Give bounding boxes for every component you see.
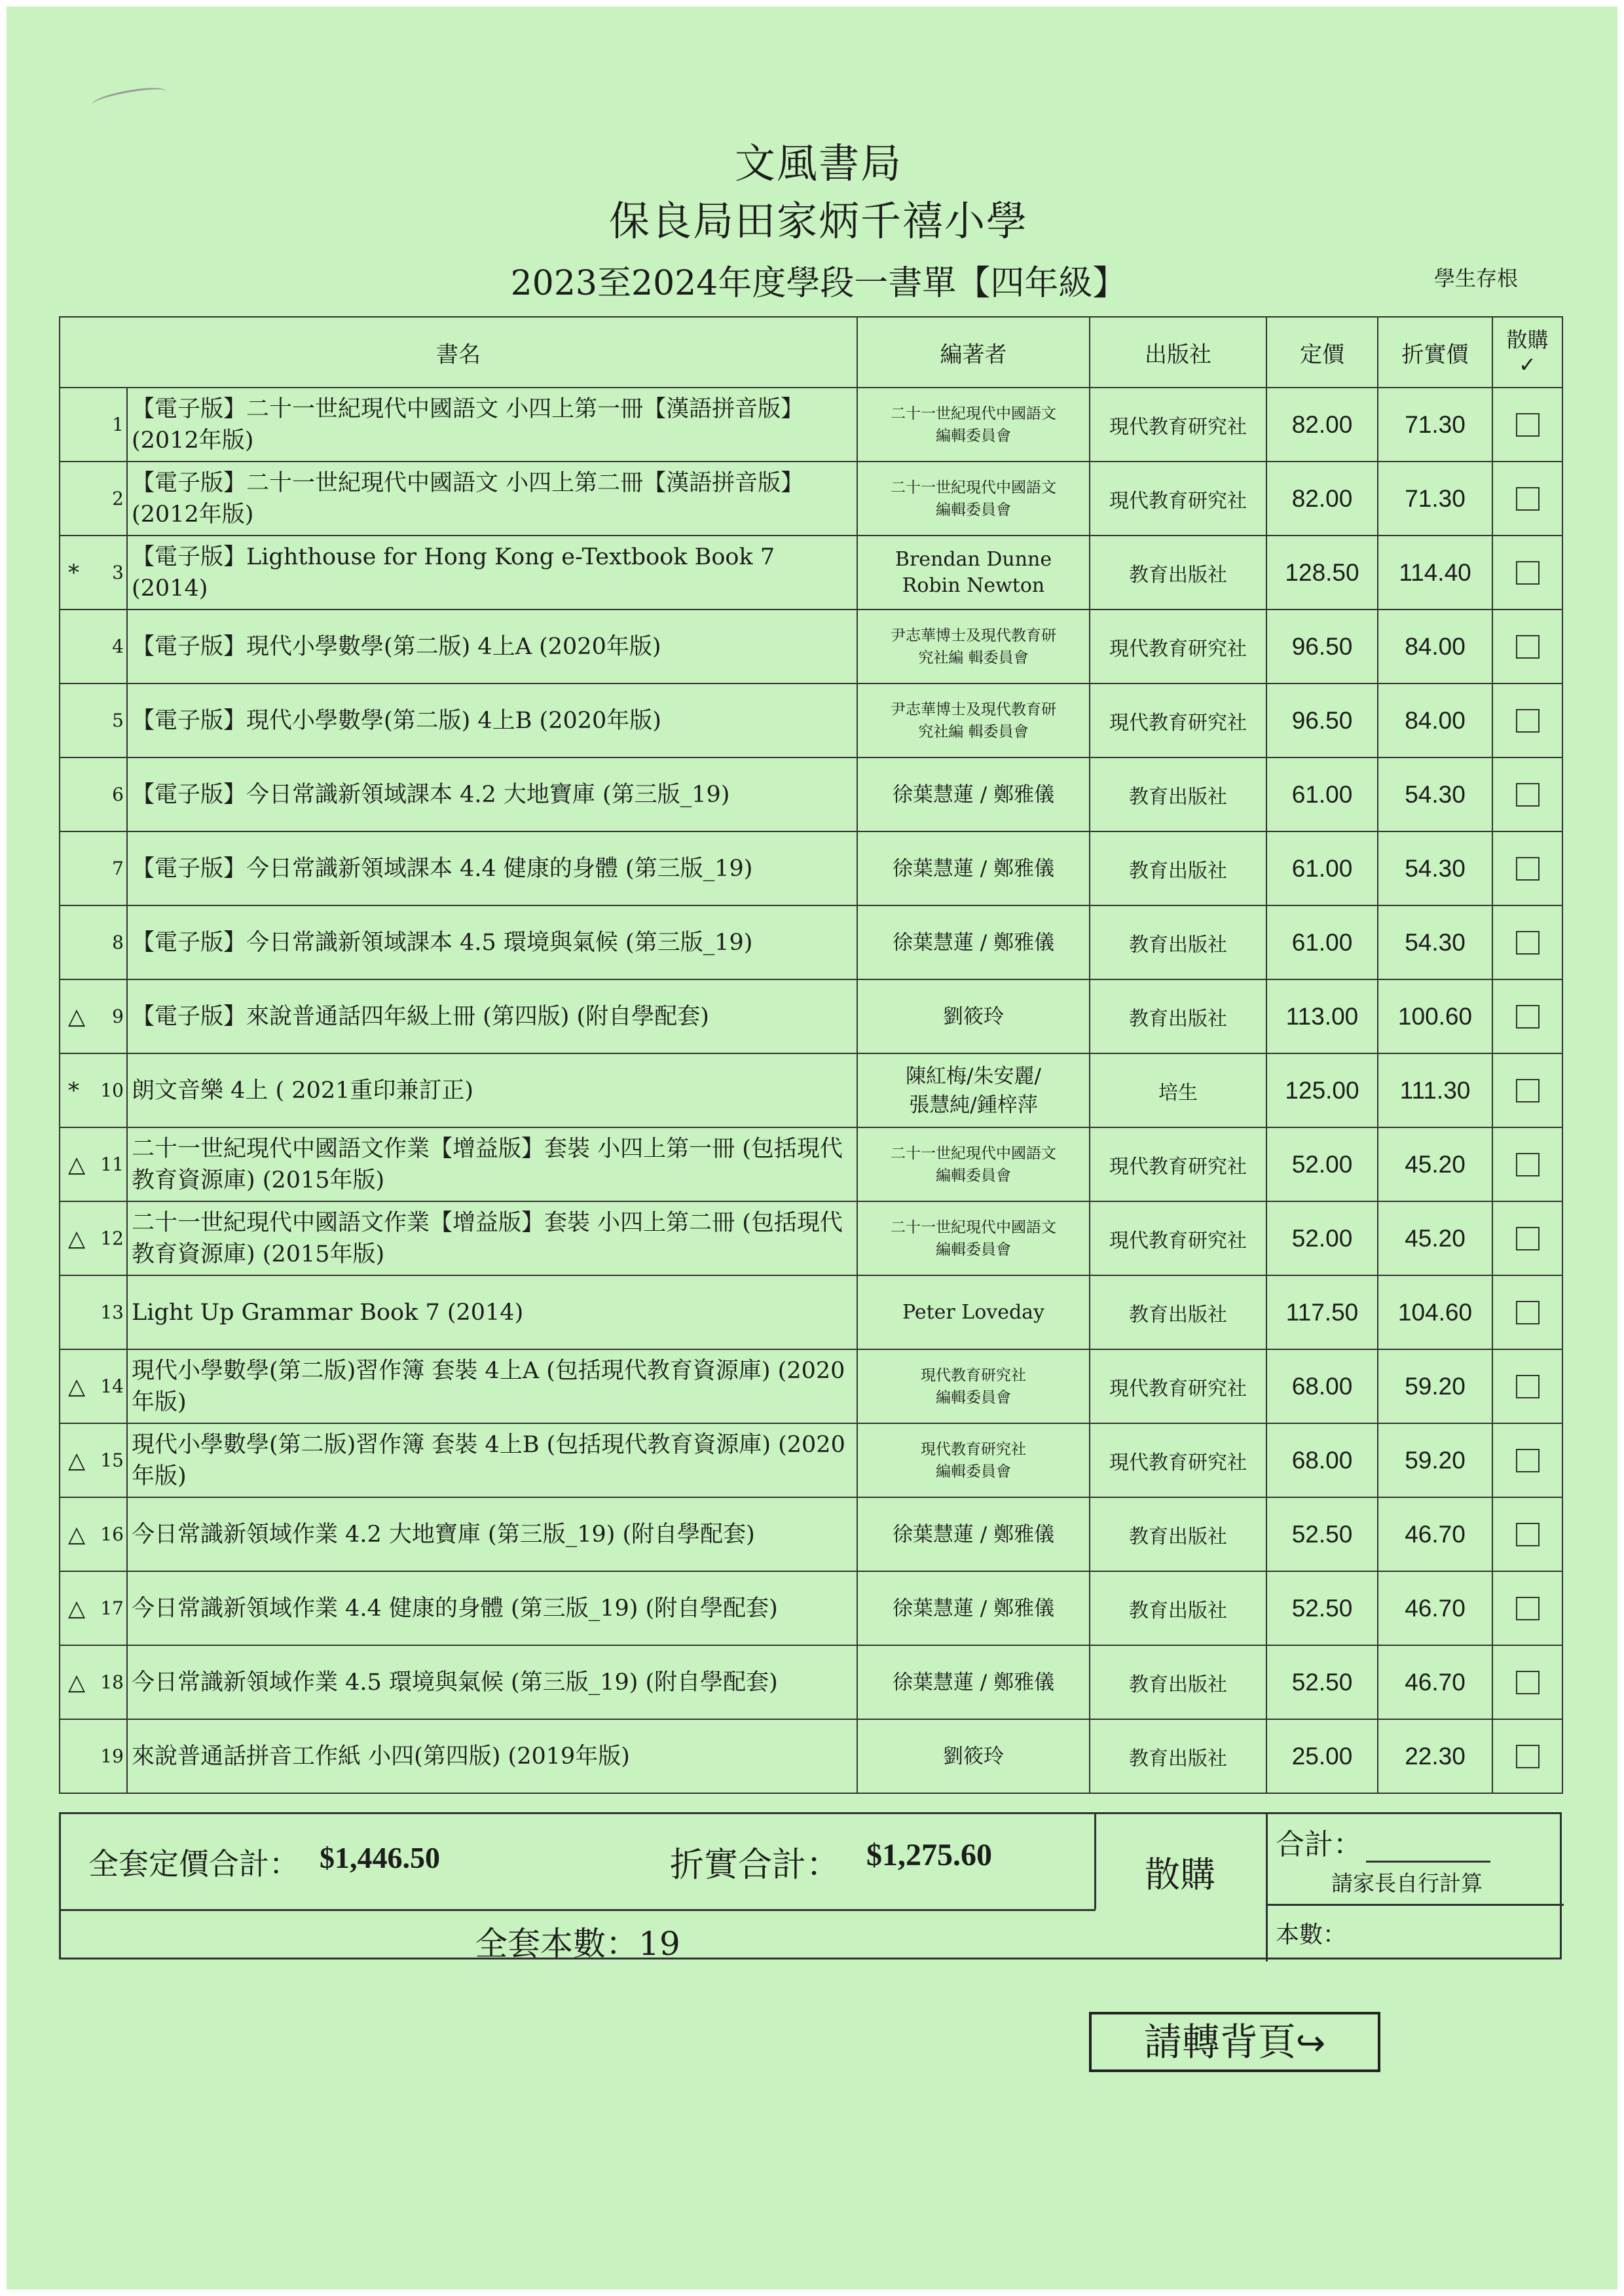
book-publisher: 教育出版社	[1090, 1571, 1266, 1645]
book-title: 【電子版】現代小學數學(第二版) 4上A (2020年版)	[127, 610, 857, 683]
book-title: 二十一世紀現代中國語文作業【增益版】套裝 小四上第一冊 (包括現代教育資源庫) (2015年版)	[127, 1127, 857, 1201]
buy-checkbox-cell	[1492, 683, 1562, 757]
buy-checkbox[interactable]	[1516, 1375, 1540, 1398]
book-price: 113.00	[1266, 979, 1378, 1053]
total-price-label: 全套定價合計：	[88, 1846, 299, 1882]
book-publisher: 現代教育研究社	[1090, 1127, 1266, 1201]
divider	[1266, 1814, 1268, 1961]
table-row	[60, 831, 1562, 905]
book-title: 【電子版】今日常識新領域課本 4.5 環境與氣候 (第三版_19)	[127, 905, 857, 979]
table-header-row	[60, 317, 1562, 388]
buy-checkbox-cell	[1492, 757, 1562, 831]
book-author: 劉筱玲	[857, 979, 1090, 1053]
book-discount-price: 59.20	[1378, 1349, 1492, 1423]
book-discount-price: 111.30	[1378, 1053, 1492, 1127]
book-author: 陳紅梅/朱安麗/ 張慧純/鍾梓萍	[857, 1053, 1090, 1127]
row-mark: △	[60, 1571, 98, 1645]
col-publisher-header: 出版社	[1090, 317, 1266, 388]
book-author: 二十一世紀現代中國語文 編輯委員會	[857, 1201, 1090, 1275]
tick-icon: ✓	[1519, 352, 1536, 377]
book-discount-price: 54.30	[1378, 831, 1492, 905]
book-price: 68.00	[1266, 1423, 1378, 1497]
row-mark: △	[60, 1423, 98, 1497]
parent-calc-note: 請家長自行計算	[1331, 1870, 1483, 1896]
buy-checkbox[interactable]	[1516, 1523, 1540, 1546]
book-price: 117.50	[1266, 1275, 1378, 1349]
book-author: 徐葉慧蓮 / 鄭雅儀	[857, 1645, 1090, 1719]
book-title: 【電子版】二十一世紀現代中國語文 小四上第一冊【漢語拼音版】(2012年版)	[127, 388, 857, 462]
row-mark	[60, 831, 98, 905]
book-author: 現代教育研究社 編輯委員會	[857, 1423, 1090, 1497]
table-row	[60, 1497, 1562, 1571]
book-publisher: 教育出版社	[1090, 757, 1266, 831]
book-publisher: 現代教育研究社	[1090, 1349, 1266, 1423]
buy-checkbox[interactable]	[1516, 1671, 1540, 1694]
buy-checkbox-cell	[1492, 1497, 1562, 1571]
row-mark	[60, 757, 98, 831]
row-mark	[60, 1275, 98, 1349]
table-row	[60, 1201, 1562, 1275]
book-discount-price: 45.20	[1378, 1127, 1492, 1201]
buy-checkbox[interactable]	[1516, 1449, 1540, 1472]
buy-checkbox-cell	[1492, 1571, 1562, 1645]
row-number: 1	[98, 388, 127, 462]
book-publisher: 教育出版社	[1090, 979, 1266, 1053]
book-publisher: 教育出版社	[1090, 1719, 1266, 1793]
divider	[1266, 1904, 1564, 1906]
row-number: 5	[98, 683, 127, 757]
book-discount-price: 84.00	[1378, 610, 1492, 683]
buy-checkbox[interactable]	[1516, 1153, 1540, 1176]
row-mark: △	[60, 979, 98, 1053]
row-mark: △	[60, 1201, 98, 1275]
table-row	[60, 610, 1562, 683]
table-row	[60, 979, 1562, 1053]
book-discount-price: 46.70	[1378, 1645, 1492, 1719]
count-field-label: 本數：	[1276, 1922, 1347, 1948]
book-author: 二十一世紀現代中國語文 編輯委員會	[857, 462, 1090, 536]
book-publisher: 培生	[1090, 1053, 1266, 1127]
book-publisher: 現代教育研究社	[1090, 1423, 1266, 1497]
book-author: 徐葉慧蓮 / 鄭雅儀	[857, 1571, 1090, 1645]
buy-checkbox[interactable]	[1516, 561, 1540, 585]
book-author: 現代教育研究社 編輯委員會	[857, 1349, 1090, 1423]
buy-header-label: 散購	[1506, 327, 1549, 352]
row-mark	[60, 905, 98, 979]
row-mark: △	[60, 1645, 98, 1719]
pen-mark	[91, 84, 168, 112]
book-publisher: 教育出版社	[1090, 1645, 1266, 1719]
book-publisher: 現代教育研究社	[1090, 610, 1266, 683]
book-discount-price: 59.20	[1378, 1423, 1492, 1497]
buy-checkbox-cell	[1492, 536, 1562, 610]
row-mark: △	[60, 1127, 98, 1201]
table-row	[60, 905, 1562, 979]
row-mark	[60, 462, 98, 536]
table-row	[60, 1053, 1562, 1127]
buy-checkbox-cell	[1492, 1201, 1562, 1275]
row-number: 7	[98, 831, 127, 905]
buy-checkbox-cell	[1492, 1127, 1562, 1201]
book-discount-price: 22.30	[1378, 1719, 1492, 1793]
shop-name: 文風書局	[734, 139, 902, 187]
table-row	[60, 388, 1562, 462]
book-author: 劉筱玲	[857, 1719, 1090, 1793]
book-title: 今日常識新領域作業 4.2 大地寶庫 (第三版_19) (附自學配套)	[127, 1497, 857, 1571]
book-discount-price: 54.30	[1378, 905, 1492, 979]
book-price: 61.00	[1266, 831, 1378, 905]
book-publisher: 現代教育研究社	[1090, 1201, 1266, 1275]
row-number: 16	[98, 1497, 127, 1571]
col-buy-header	[1492, 317, 1562, 388]
book-title: Light Up Grammar Book 7 (2014)	[127, 1275, 857, 1349]
book-author: 徐葉慧蓮 / 鄭雅儀	[857, 905, 1090, 979]
book-title: 來說普通話拼音工作紙 小四(第四版) (2019年版)	[127, 1719, 857, 1793]
book-price: 61.00	[1266, 757, 1378, 831]
book-author: Brendan Dunne Robin Newton	[857, 536, 1090, 610]
book-publisher: 教育出版社	[1090, 536, 1266, 610]
buy-checkbox-cell	[1492, 1645, 1562, 1719]
buy-checkbox-cell	[1492, 1053, 1562, 1127]
col-price-header: 定價	[1266, 317, 1378, 388]
book-price: 25.00	[1266, 1719, 1378, 1793]
book-publisher: 教育出版社	[1090, 1497, 1266, 1571]
row-mark: △	[60, 1497, 98, 1571]
book-publisher: 現代教育研究社	[1090, 683, 1266, 757]
row-mark: △	[60, 1349, 98, 1423]
book-author: 二十一世紀現代中國語文 編輯委員會	[857, 1127, 1090, 1201]
table-row	[60, 1127, 1562, 1201]
buy-checkbox-cell	[1492, 831, 1562, 905]
buy-checkbox[interactable]	[1516, 857, 1540, 881]
book-price: 52.50	[1266, 1497, 1378, 1571]
buy-checkbox-cell	[1492, 388, 1562, 462]
book-author: 徐葉慧蓮 / 鄭雅儀	[857, 757, 1090, 831]
sum-label: 合計：	[1276, 1828, 1362, 1861]
individual-purchase-label: 散購	[1145, 1854, 1215, 1895]
row-number: 18	[98, 1645, 127, 1719]
buy-checkbox-cell	[1492, 979, 1562, 1053]
row-number: 11	[98, 1127, 127, 1201]
col-author-header: 編著者	[857, 317, 1090, 388]
buy-checkbox-cell	[1492, 1349, 1562, 1423]
book-publisher: 教育出版社	[1090, 1275, 1266, 1349]
buy-checkbox[interactable]	[1516, 487, 1540, 511]
row-number: 4	[98, 610, 127, 683]
buy-checkbox[interactable]	[1516, 931, 1540, 955]
row-mark	[60, 683, 98, 757]
book-author: 徐葉慧蓮 / 鄭雅儀	[857, 1497, 1090, 1571]
buy-checkbox[interactable]	[1516, 1079, 1540, 1102]
row-mark	[60, 388, 98, 462]
book-discount-price: 54.30	[1378, 757, 1492, 831]
table-row	[60, 462, 1562, 536]
divider	[1094, 1814, 1096, 1909]
buy-checkbox[interactable]	[1516, 635, 1540, 659]
book-discount-price: 71.30	[1378, 462, 1492, 536]
row-mark	[60, 610, 98, 683]
book-title: 現代小學數學(第二版)習作簿 套裝 4上A (包括現代教育資源庫) (2020年版)	[127, 1349, 857, 1423]
row-mark: *	[60, 536, 98, 610]
book-price: 52.00	[1266, 1201, 1378, 1275]
total-price-value: $1,446.50	[320, 1841, 440, 1874]
please-turn-over-box	[1089, 2012, 1380, 2072]
book-title: 【電子版】今日常識新領域課本 4.4 健康的身體 (第三版_19)	[127, 831, 857, 905]
book-price: 68.00	[1266, 1349, 1378, 1423]
book-title: 二十一世紀現代中國語文作業【增益版】套裝 小四上第二冊 (包括現代教育資源庫) (2015年版)	[127, 1201, 857, 1275]
book-title: 【電子版】Lighthouse for Hong Kong e-Textbook Book 7 (2014)	[127, 536, 857, 610]
book-discount-price: 46.70	[1378, 1497, 1492, 1571]
table-row	[60, 536, 1562, 610]
row-number: 10	[98, 1053, 127, 1127]
row-mark: *	[60, 1053, 98, 1127]
book-discount-price: 100.60	[1378, 979, 1492, 1053]
table-row	[60, 1571, 1562, 1645]
book-title: 現代小學數學(第二版)習作簿 套裝 4上B (包括現代教育資源庫) (2020年版)	[127, 1423, 857, 1497]
buy-checkbox[interactable]	[1516, 783, 1540, 807]
row-number: 15	[98, 1423, 127, 1497]
book-discount-price: 45.20	[1378, 1201, 1492, 1275]
book-title: 朗文音樂 4上 ( 2021重印兼訂正)	[127, 1053, 857, 1127]
book-author: 徐葉慧蓮 / 鄭雅儀	[857, 831, 1090, 905]
sum-field[interactable]	[1276, 1821, 1490, 1863]
book-price: 96.50	[1266, 683, 1378, 757]
buy-checkbox-cell	[1492, 1423, 1562, 1497]
book-author: 二十一世紀現代中國語文 編輯委員會	[857, 388, 1090, 462]
table-row	[60, 683, 1562, 757]
book-price: 52.50	[1266, 1645, 1378, 1719]
table-row	[60, 1275, 1562, 1349]
discount-total-value: $1,275.60	[866, 1838, 992, 1872]
row-number: 17	[98, 1571, 127, 1645]
buy-checkbox[interactable]	[1516, 709, 1540, 733]
book-discount-price: 84.00	[1378, 683, 1492, 757]
table-row	[60, 1349, 1562, 1423]
booklist-rows	[60, 388, 1562, 1793]
book-title: 今日常識新領域作業 4.5 環境與氣候 (第三版_19) (附自學配套)	[127, 1645, 857, 1719]
sum-blank[interactable]	[1366, 1832, 1490, 1863]
buy-checkbox[interactable]	[1516, 1301, 1540, 1324]
book-price: 125.00	[1266, 1053, 1378, 1127]
book-price: 82.00	[1266, 462, 1378, 536]
school-name: 保良局田家炳千禧小學	[608, 197, 1028, 245]
buy-checkbox[interactable]	[1516, 413, 1540, 437]
book-publisher: 教育出版社	[1090, 831, 1266, 905]
row-number: 12	[98, 1201, 127, 1275]
book-title: 【電子版】今日常識新領域課本 4.2 大地寶庫 (第三版_19)	[127, 757, 857, 831]
buy-checkbox-cell	[1492, 905, 1562, 979]
buy-checkbox[interactable]	[1516, 1597, 1540, 1620]
row-number: 13	[98, 1275, 127, 1349]
row-number: 14	[98, 1349, 127, 1423]
turn-arrow-icon: ↪	[1295, 2022, 1326, 2064]
book-price: 61.00	[1266, 905, 1378, 979]
buy-checkbox-cell	[1492, 1275, 1562, 1349]
buy-checkbox[interactable]	[1516, 1745, 1540, 1768]
buy-checkbox-cell	[1492, 610, 1562, 683]
row-number: 3	[98, 536, 127, 610]
book-price: 52.00	[1266, 1127, 1378, 1201]
book-author: 尹志華博士及現代教育研 究社編 輯委員會	[857, 610, 1090, 683]
book-price: 52.50	[1266, 1571, 1378, 1645]
buy-checkbox[interactable]	[1516, 1227, 1540, 1250]
book-price: 96.50	[1266, 610, 1378, 683]
book-author: Peter Loveday	[857, 1275, 1090, 1349]
row-number: 8	[98, 905, 127, 979]
row-mark	[60, 1719, 98, 1793]
col-discount-header: 折實價	[1378, 317, 1492, 388]
book-title: 今日常識新領域作業 4.4 健康的身體 (第三版_19) (附自學配套)	[127, 1571, 857, 1645]
book-price: 128.50	[1266, 536, 1378, 610]
table-row	[60, 757, 1562, 831]
book-discount-price: 46.70	[1378, 1571, 1492, 1645]
book-discount-price: 71.30	[1378, 388, 1492, 462]
table-row	[60, 1645, 1562, 1719]
buy-checkbox[interactable]	[1516, 1005, 1540, 1029]
book-price: 82.00	[1266, 388, 1378, 462]
book-discount-price: 104.60	[1378, 1275, 1492, 1349]
please-turn-over-label: 請轉背頁	[1143, 2020, 1296, 2064]
totals-footer	[59, 1812, 1562, 1963]
col-title-header: 書名	[60, 317, 857, 388]
table-row	[60, 1423, 1562, 1497]
book-author: 尹志華博士及現代教育研 究社編 輯委員會	[857, 683, 1090, 757]
book-title: 【電子版】現代小學數學(第二版) 4上B (2020年版)	[127, 683, 857, 757]
row-number: 6	[98, 757, 127, 831]
set-count: 全套本數：19	[475, 1925, 680, 1963]
book-title: 【電子版】來說普通話四年級上冊 (第四版) (附自學配套)	[127, 979, 857, 1053]
list-title: 2023至2024年度學段一書單【四年級】	[510, 264, 1127, 303]
discount-total-label: 折實合計：	[670, 1846, 841, 1885]
row-number: 9	[98, 979, 127, 1053]
book-publisher: 現代教育研究社	[1090, 388, 1266, 462]
book-discount-price: 114.40	[1378, 536, 1492, 610]
book-publisher: 現代教育研究社	[1090, 462, 1266, 536]
book-title: 【電子版】二十一世紀現代中國語文 小四上第二冊【漢語拼音版】(2012年版)	[127, 462, 857, 536]
book-publisher: 教育出版社	[1090, 905, 1266, 979]
row-number: 19	[98, 1719, 127, 1793]
divider	[61, 1909, 1096, 1911]
buy-checkbox-cell	[1492, 1719, 1562, 1793]
student-stub-label: 學生存根	[1434, 266, 1519, 291]
row-number: 2	[98, 462, 127, 536]
buy-checkbox-cell	[1492, 462, 1562, 536]
table-row	[60, 1719, 1562, 1793]
booklist-table	[59, 316, 1563, 1794]
